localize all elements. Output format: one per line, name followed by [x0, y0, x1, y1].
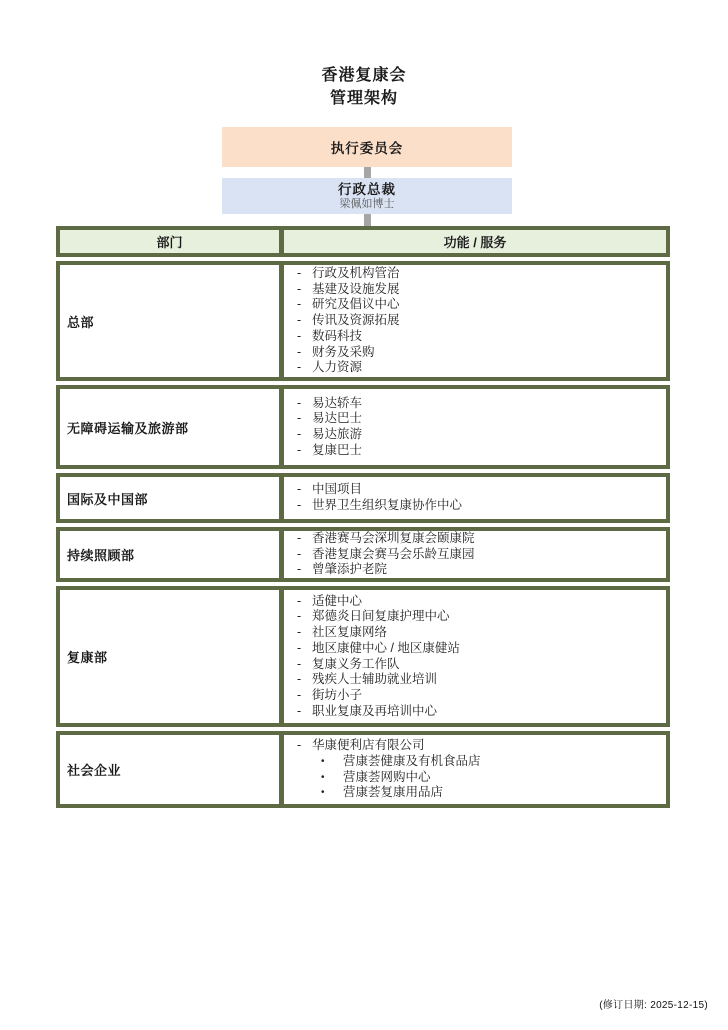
service-item-text: 研究及倡议中心: [312, 297, 400, 312]
services-cell: [284, 389, 666, 465]
service-item: [297, 594, 666, 610]
org-chart: [222, 127, 512, 227]
service-item: [297, 443, 666, 459]
doc-title-line1: 香港复康会: [321, 67, 407, 84]
dash-bullet-icon: -: [297, 562, 302, 577]
dash-bullet-icon: -: [297, 360, 302, 375]
dot-bullet-icon: •: [321, 787, 325, 799]
service-item-text: 职业复康及再培训中心: [312, 703, 438, 718]
service-item: [297, 704, 666, 720]
service-item: [321, 754, 666, 770]
dash-bullet-icon: -: [297, 395, 302, 410]
dash-bullet-icon: -: [297, 313, 302, 328]
department-label: 总部: [67, 314, 95, 330]
department-label: 无障碍运输及旅游部: [67, 420, 189, 436]
service-item-text: 残疾人士辅助就业培训: [312, 672, 438, 687]
dash-bullet-icon: -: [297, 656, 302, 671]
service-item-text: 易达轿车: [312, 395, 363, 410]
doc-title-line2: 管理架构: [329, 90, 398, 107]
dash-bullet-icon: -: [297, 498, 302, 512]
dash-bullet-icon: -: [297, 640, 302, 655]
service-item-text: 营康荟复康用品店: [343, 785, 444, 800]
services-cell: [284, 590, 666, 723]
doc-title: [0, 64, 728, 110]
dash-bullet-icon: -: [297, 609, 302, 624]
service-item: [297, 411, 666, 427]
service-item: [297, 482, 666, 498]
service-item-text: 复康巴士: [312, 442, 363, 457]
service-item-text: 香港复康会赛马会乐龄互康园: [312, 546, 475, 561]
department-table: [56, 226, 670, 808]
department-cell: [60, 265, 284, 377]
department-label: 社会企业: [67, 763, 122, 778]
service-item: [297, 313, 666, 329]
department-cell: [60, 590, 284, 723]
dash-bullet-icon: -: [297, 328, 302, 343]
header-services: 功能 / 服务: [443, 235, 507, 250]
service-item-text: 曾肇添护老院: [312, 562, 388, 577]
service-item-text: 基建及设施发展: [312, 281, 400, 296]
service-item: [297, 562, 666, 578]
service-item-text: 传讯及资源拓展: [312, 313, 400, 328]
department-cell: [60, 477, 284, 519]
dash-bullet-icon: -: [297, 482, 302, 497]
service-item: [297, 688, 666, 704]
dash-bullet-icon: -: [297, 593, 302, 608]
dash-bullet-icon: -: [297, 281, 302, 296]
service-item: [297, 498, 666, 514]
department-label: 国际及中国部: [67, 491, 149, 507]
dash-bullet-icon: -: [297, 344, 302, 359]
service-item-text: 易达巴士: [312, 411, 363, 426]
service-item: [297, 360, 666, 376]
ceo-name: 梁佩如博士: [339, 198, 395, 210]
department-cell: [60, 531, 284, 578]
department-label: 持续照顾部: [67, 548, 135, 563]
executive-committee-label: 执行委员会: [330, 141, 404, 156]
services-cell: [284, 477, 666, 519]
ceo-box: [222, 178, 512, 214]
service-item: [297, 329, 666, 345]
executive-committee-box: [222, 127, 512, 167]
dash-bullet-icon: -: [297, 297, 302, 312]
service-item-text: 易达旅游: [312, 427, 363, 441]
service-item: [297, 345, 666, 361]
dash-bullet-icon: -: [297, 687, 302, 702]
table-body: [56, 261, 670, 808]
table-row: [56, 527, 670, 582]
service-item-text: 华康便利店有限公司: [312, 738, 425, 753]
service-item: [321, 770, 666, 786]
service-item: [297, 266, 666, 282]
service-item-text: 营康荟健康及有机食品店: [343, 753, 481, 768]
service-item-text: 营康荟网购中心: [343, 769, 431, 784]
dash-bullet-icon: -: [297, 442, 302, 457]
dot-bullet-icon: •: [321, 755, 325, 767]
header-department: 部门: [60, 230, 284, 253]
ceo-title: 行政总裁: [338, 182, 396, 197]
service-item: [297, 738, 666, 754]
service-item-text: 郑德炎日间复康护理中心: [312, 609, 450, 624]
table-row: [56, 385, 670, 469]
table-row: [56, 473, 670, 523]
service-item-text: 街坊小子: [312, 687, 363, 702]
services-cell: [284, 531, 666, 578]
services-cell: [284, 265, 666, 377]
service-item-text: 数码科技: [312, 328, 363, 343]
dash-bullet-icon: -: [297, 427, 302, 441]
service-item: [297, 641, 666, 657]
service-item: [297, 282, 666, 298]
service-item: [297, 531, 666, 547]
dash-bullet-icon: -: [297, 411, 302, 426]
service-item-text: 复康义务工作队: [312, 656, 400, 671]
services-cell: [284, 735, 666, 804]
table-row: [56, 261, 670, 381]
dot-bullet-icon: •: [321, 771, 325, 783]
service-item-text: 世界卫生组织复康协作中心: [312, 498, 463, 512]
connector-line: [364, 167, 371, 178]
service-item-text: 行政及机构管治: [312, 266, 400, 281]
service-item: [297, 396, 666, 412]
dash-bullet-icon: -: [297, 703, 302, 718]
revision-date: (修订日期: 2025-12-15): [599, 1000, 708, 1011]
service-item: [297, 625, 666, 641]
dash-bullet-icon: -: [297, 738, 302, 753]
department-cell: [60, 389, 284, 465]
dash-bullet-icon: -: [297, 266, 302, 281]
table-row: [56, 731, 670, 808]
department-cell: [60, 735, 284, 804]
service-item-text: 人力资源: [312, 360, 363, 375]
service-item-text: 地区康健中心 / 地区康健站: [312, 640, 460, 655]
service-item-text: 香港赛马会深圳复康会颐康院: [312, 530, 475, 545]
service-item: [297, 609, 666, 625]
service-item: [297, 427, 666, 443]
department-label: 复康部: [67, 650, 108, 665]
service-item: [297, 657, 666, 673]
service-item: [321, 785, 666, 801]
service-item-text: 社区复康网络: [312, 625, 388, 640]
dash-bullet-icon: -: [297, 530, 302, 545]
service-item-text: 适健中心: [312, 593, 363, 608]
service-item: [297, 547, 666, 563]
dash-bullet-icon: -: [297, 672, 302, 687]
service-item-text: 中国项目: [312, 482, 363, 497]
dash-bullet-icon: -: [297, 546, 302, 561]
service-item-text: 财务及采购: [312, 344, 375, 359]
dash-bullet-icon: -: [297, 625, 302, 640]
service-item: [297, 672, 666, 688]
service-item: [297, 297, 666, 313]
table-row: [56, 586, 670, 727]
table-header-row: [56, 226, 670, 257]
